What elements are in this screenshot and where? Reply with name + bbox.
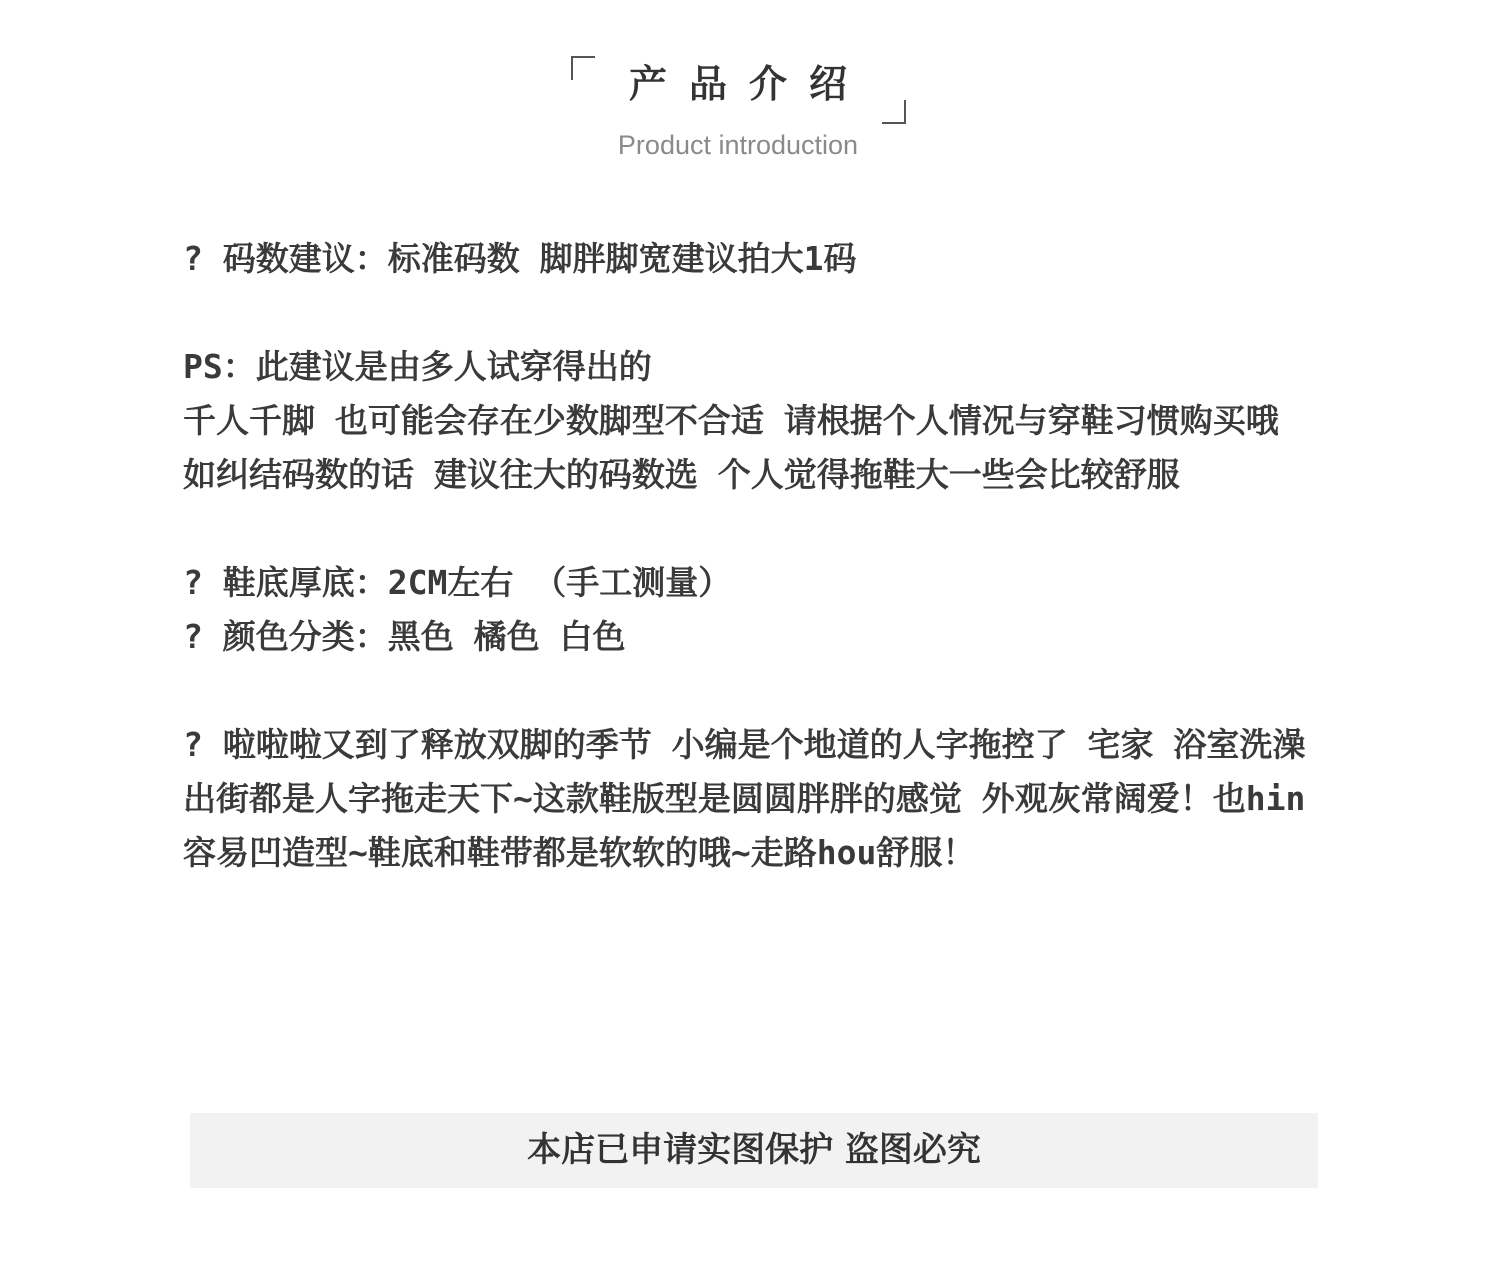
sole-thickness: ? 鞋底厚底：2CM左右 （手工测量） bbox=[183, 563, 732, 602]
copyright-banner bbox=[190, 1113, 1318, 1188]
product-story: ? 啦啦啦又到了释放双脚的季节 小编是个地道的人字拖控了 宅家 浴室洗澡 出街都是人字拖走天下~这款鞋版型是圆圆胖胖的感觉 外观灰常阔爱！也hin容易凹造型~鞋底和鞋带都是软软的哦~走路hou舒服！ bbox=[183, 725, 1326, 872]
copyright-notice: 本店已申请实图保护 盗图必究 bbox=[527, 1130, 981, 1170]
spacer bbox=[183, 502, 1323, 556]
size-advice: ? 码数建议：标准码数 脚胖脚宽建议拍大1码 bbox=[183, 239, 857, 278]
section-title: 产品介绍 bbox=[628, 62, 869, 106]
ps-detail: 千人千脚 也可能会存在少数脚型不合适 请根据个人情况与穿鞋习惯购买哦 如纠结码数的话 建议往大的码数选 个人觉得拖鞋大一些会比较舒服 bbox=[183, 401, 1299, 494]
corner-bracket-open-icon bbox=[571, 56, 595, 80]
spacer bbox=[183, 286, 1323, 340]
color-options: ? 颜色分类：黑色 橘色 白色 bbox=[183, 617, 626, 656]
section-header bbox=[0, 0, 1500, 200]
ps-line: PS：此建议是由多人试穿得出的 bbox=[183, 347, 652, 386]
product-description bbox=[183, 232, 1326, 880]
section-subtitle: Product introduction bbox=[617, 130, 859, 160]
spacer bbox=[183, 664, 1323, 718]
corner-bracket-close-icon bbox=[882, 100, 906, 124]
